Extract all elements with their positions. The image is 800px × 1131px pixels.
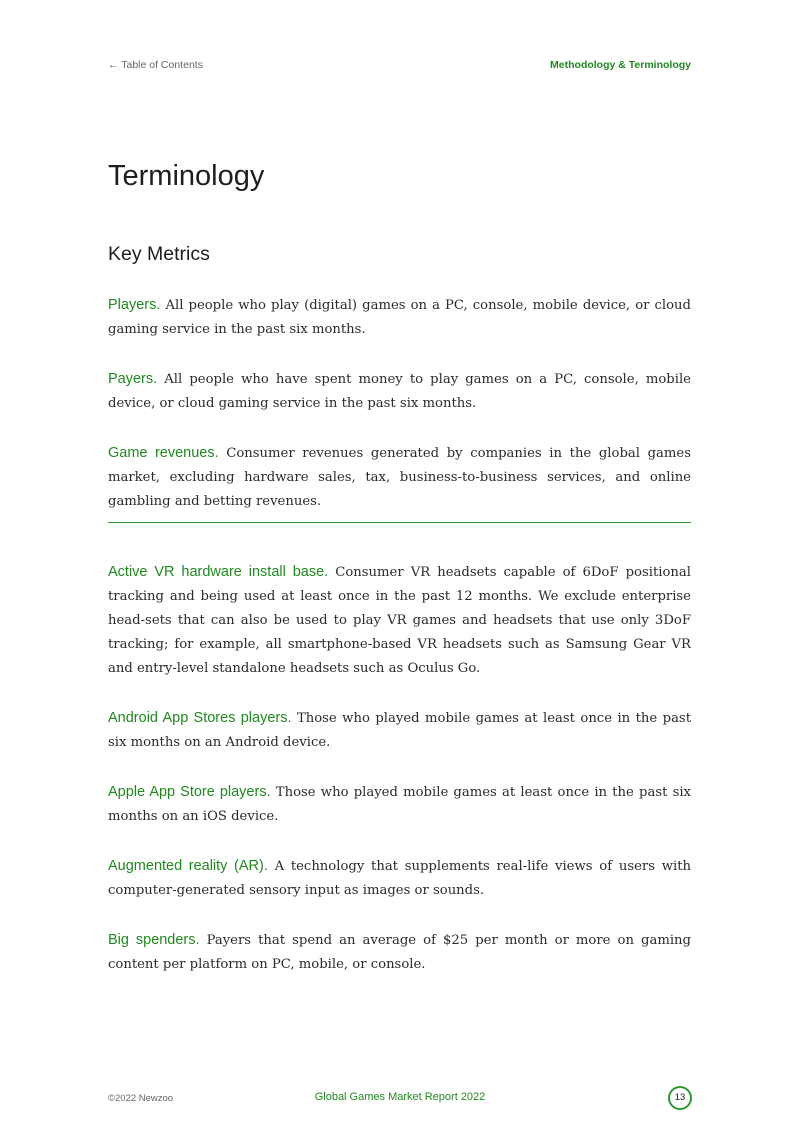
definition-text: All people who play (digital) games on a PC, console, mobile device, or cloud gaming service in the past six months. (108, 298, 691, 337)
term: Game revenues. (108, 445, 219, 461)
term: Active VR hardware install base. (108, 564, 329, 580)
definition (108, 560, 691, 681)
definition (108, 441, 691, 514)
definition-text: Consumer VR headsets capable of 6DoF positional tracking and being used at least once in the past 12 months. We exclude enterprise head-sets that can also be used to play VR games and headsets that use only 3DoF tracking; for example, all smartphone-based VR headsets such as Samsung Gear VR and entry-level standalone headsets such as Oculus Go. (108, 565, 691, 676)
key-metrics-list (108, 293, 691, 539)
term: Big spenders. (108, 932, 200, 948)
term: Apple App Store players. (108, 784, 271, 800)
definition-text: Payers that spend an average of $25 per month or more on gaming content per platform on PC, mobile, or console. (108, 933, 691, 972)
term: Payers. (108, 371, 158, 387)
table-of-contents-link[interactable]: ← Table of Contents (108, 59, 203, 71)
term: Android App Stores players. (108, 710, 292, 726)
page-title: Terminology (108, 160, 265, 192)
definition (108, 706, 691, 755)
term: Players. (108, 297, 161, 313)
definition (108, 293, 691, 342)
definition-text: A technology that supplements real-life views of users with computer-generated sensory input as images or sounds. (108, 859, 691, 898)
definition (108, 854, 691, 903)
report-title: Global Games Market Report 2022 (314, 1091, 486, 1103)
term: Augmented reality (AR). (108, 858, 268, 874)
section-heading: Key Metrics (108, 243, 210, 265)
definition (108, 367, 691, 416)
definition (108, 780, 691, 829)
terms-list (108, 560, 691, 1002)
definition-text: Those who played mobile games at least once in the past six months on an Android device. (108, 711, 691, 750)
definition (108, 928, 691, 977)
divider (108, 522, 691, 523)
section-label: Methodology & Terminology (550, 59, 691, 71)
definition-text: Those who played mobile games at least once in the past six months on an iOS device. (108, 785, 691, 824)
definition-text: Consumer revenues generated by companies in the global games market, excluding hardware sales, tax, business-to-business services, and online gambling and betting revenues. (108, 446, 691, 509)
page-number: 13 (668, 1086, 692, 1110)
copyright: ©2022 Newzoo (108, 1093, 174, 1104)
definition-text: All people who have spent money to play games on a PC, console, mobile device, or cloud gaming service in the past six months. (108, 372, 691, 411)
